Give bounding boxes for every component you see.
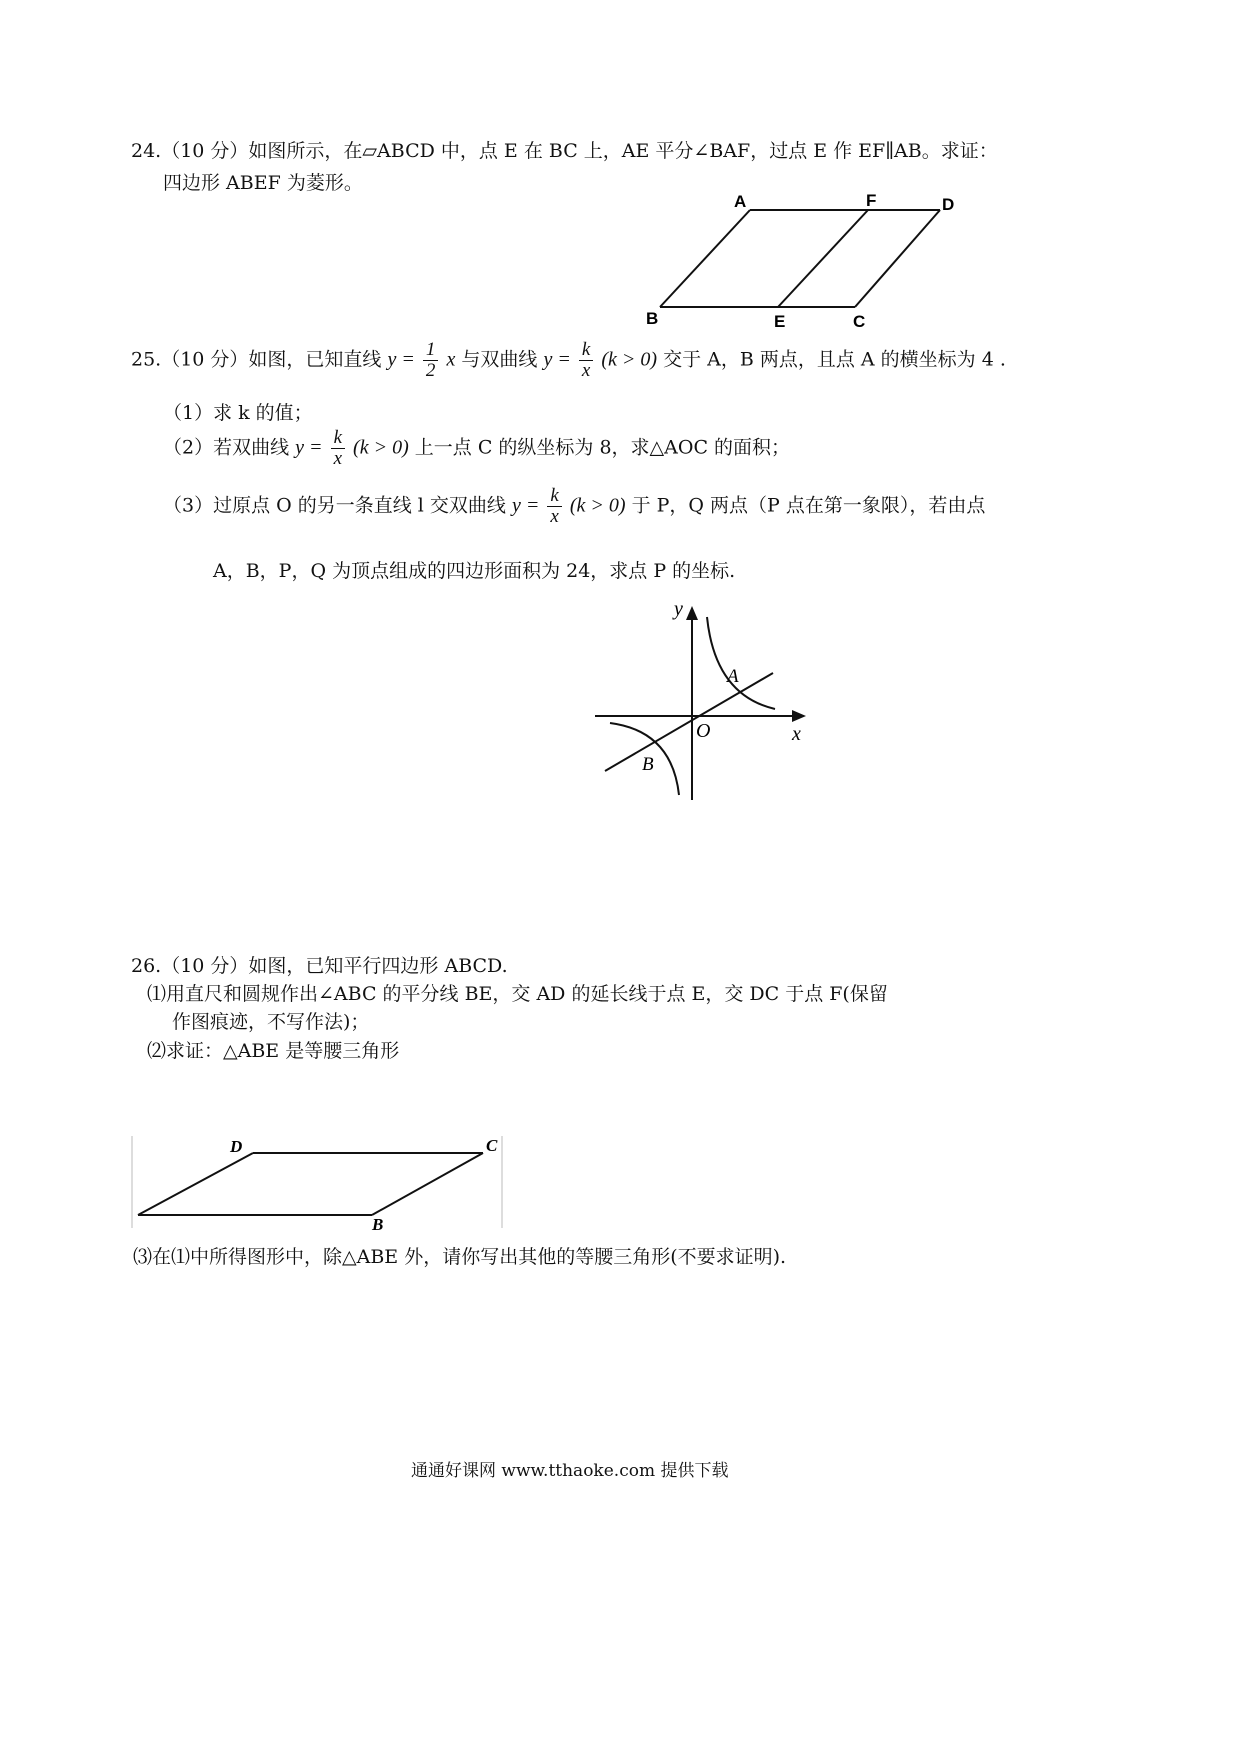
frac-numerator: 1 [423, 340, 439, 361]
q24-line2: 四边形 ABEF 为菱形。 [163, 172, 363, 194]
frac-denominator-x: x [333, 447, 342, 469]
q25-fraction-k-x [579, 340, 593, 381]
label-B: B [642, 754, 654, 775]
label-F: F [866, 191, 877, 210]
q25-sub2-fraction [331, 428, 345, 469]
footer-source: 通通好课网 www.tthaoke.com 提供下载 [411, 1461, 729, 1481]
q26-sub3: ⑶在⑴中所得图形中，除△ABE 外，请你写出其他的等腰三角形(不要求证明). [133, 1246, 787, 1268]
q25-sub2-part1: （2）若双曲线 [163, 436, 290, 459]
q25-y-eq-2: y = [543, 348, 571, 371]
hyperbola-branch-q1 [707, 617, 775, 709]
line-y-half-x [605, 673, 773, 771]
q25-sub2 [163, 428, 790, 469]
label-C: C [486, 1136, 498, 1155]
q24-line1: 24.（10 分）如图所示，在▱ABCD 中，点 E 在 BC 上，AE 平分∠BAF，过点 E 作 EF∥AB。求证： [131, 140, 998, 162]
segment-CD [855, 210, 940, 307]
label-O: O [696, 720, 711, 742]
q25-hyperbola-figure [590, 595, 840, 815]
label-D: D [230, 1137, 243, 1156]
q26-parallelogram-figure [128, 1130, 508, 1235]
q25-sub3 [163, 486, 985, 527]
q25-sub3-part2: 于 P，Q 两点（P 点在第一象限），若由点 [631, 494, 986, 517]
label-y: y [674, 598, 683, 620]
q25-sub3-line2: A，B，P，Q 为顶点组成的四边形面积为 24，求点 P 的坐标. [213, 560, 736, 582]
q25-sub3-y-eq: y = [511, 494, 540, 517]
q25-sub2-part2: 上一点 C 的纵坐标为 8，求△AOC 的面积； [414, 436, 791, 459]
q25-stem [131, 340, 1006, 381]
label-B: B [372, 1215, 384, 1234]
q25-sub3-fraction [547, 486, 561, 527]
q25-stem-part2: 与双曲线 [461, 348, 538, 371]
q26-sub1-line2: 作图痕迹，不写作法)； [172, 1011, 370, 1033]
q25-x: x [446, 348, 456, 371]
label-C: C [853, 312, 866, 331]
frac-numerator-k: k [547, 486, 561, 507]
segment-AD [138, 1153, 253, 1215]
label-A: A [734, 192, 747, 211]
segment-EF [778, 210, 868, 307]
q25-stem-part1: 25.（10 分）如图，已知直线 [131, 348, 382, 371]
label-D: D [942, 195, 955, 214]
q25-sub2-y-eq: y = [295, 436, 323, 459]
q24-parallelogram-figure [630, 185, 970, 335]
frac-numerator-k: k [331, 428, 345, 449]
q26-sub2: ⑵求证：△ABE 是等腰三角形 [147, 1040, 400, 1062]
label-E: E [774, 312, 786, 331]
q25-condition: (k > 0) [601, 348, 658, 371]
q25-stem-part3: 交于 A，B 两点，且点 A 的横坐标为 4 . [663, 348, 1006, 371]
q26-sub1-line1: ⑴用直尺和圆规作出∠ABC 的平分线 BE，交 AD 的延长线于点 E，交 DC 于点 F(保留 [147, 983, 888, 1005]
frac-numerator-k: k [579, 340, 593, 361]
label-A: A [727, 666, 739, 687]
frac-denominator-x: x [550, 505, 559, 527]
q25-y-eq: y = [387, 348, 415, 371]
segment-AB [660, 210, 750, 307]
x-axis-arrow-icon [792, 710, 806, 722]
q25-fraction-half [423, 340, 439, 381]
q25-sub3-part1: （3）过原点 O 的另一条直线 l 交双曲线 [163, 494, 506, 517]
frac-denominator: 2 [425, 359, 436, 381]
q25-sub3-condition: (k > 0) [569, 494, 626, 517]
q26-stem: 26.（10 分）如图，已知平行四边形 ABCD. [131, 955, 508, 977]
label-x: x [792, 723, 801, 745]
segment-BC [372, 1153, 483, 1215]
q25-sub1: （1）求 k 的值； [163, 402, 313, 424]
y-axis-arrow-icon [686, 606, 698, 620]
frac-denominator-x: x [581, 359, 591, 381]
q25-sub2-condition: (k > 0) [353, 436, 409, 459]
label-B: B [646, 309, 659, 328]
